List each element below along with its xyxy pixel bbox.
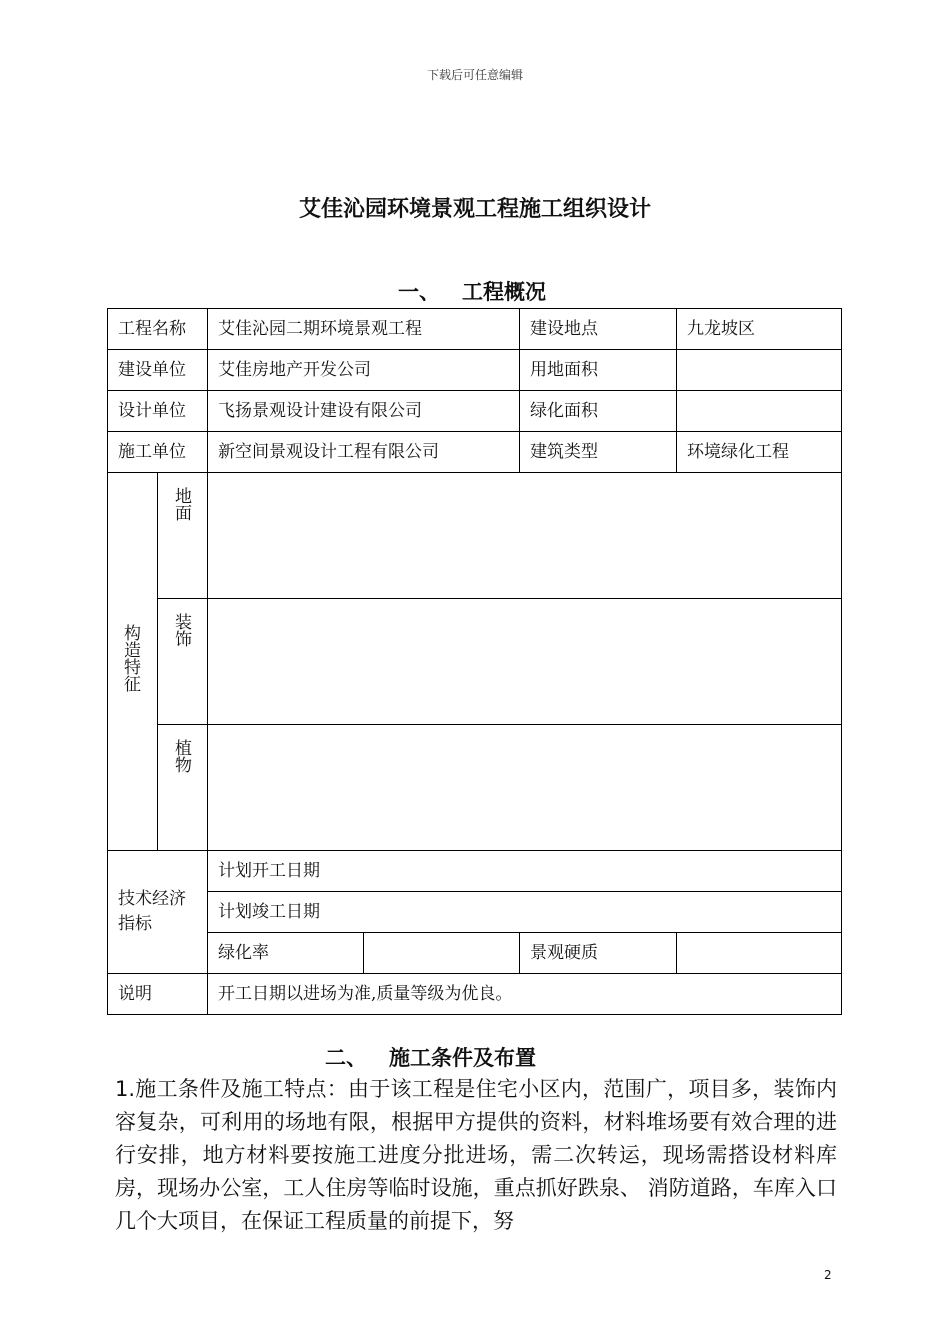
constructor-label: 施工单位 — [108, 432, 208, 473]
hardscape-value — [677, 933, 842, 974]
tech-label: 技术经济指标 — [118, 889, 186, 934]
plants-label-cell — [158, 725, 208, 851]
constructor-value: 新空间景观设计工程有限公司 — [208, 432, 520, 473]
section-1-number: 一、 — [398, 280, 440, 304]
ground-label-cell — [158, 473, 208, 599]
header-note: 下载后可任意编辑 — [426, 68, 523, 82]
table-row — [108, 350, 842, 391]
project-name-label: 工程名称 — [108, 309, 208, 350]
plants-content — [208, 725, 842, 851]
green-area-label: 绿化面积 — [520, 391, 677, 432]
builder-value: 艾佳房地产开发公司 — [208, 350, 520, 391]
building-type-label: 建筑类型 — [520, 432, 677, 473]
decoration-content — [208, 599, 842, 725]
construction-conditions-paragraph: 1.施工条件及施工特点：由于该工程是住宅小区内，范围广，项目多，装饰内容复杂，可利用的场地有限，根据甲方提供的资料，材料堆场要有效合理的进行安排，地方材料要按施工进度分批进场，需二次转运，现场需搭设材料库房，现场办公室，工人住房等临时设施，重点抓好跌泉、 消防道路，车库入口几个大项目，在保证工程质量的前提下，努 — [115, 1077, 837, 1233]
table-row — [108, 599, 842, 725]
hardscape-label: 景观硬质 — [520, 933, 677, 974]
project-overview-table — [107, 308, 842, 1015]
structure-plants-label: 植物 — [171, 739, 191, 773]
site-label: 建设地点 — [520, 309, 677, 350]
green-rate-value — [364, 933, 520, 974]
designer-label: 设计单位 — [108, 391, 208, 432]
table-row — [108, 309, 842, 350]
planned-finish-label: 计划竣工日期 — [208, 892, 842, 933]
structure-label: 构造特征 — [120, 623, 140, 692]
site-value: 九龙坡区 — [677, 309, 842, 350]
building-type-value: 环境绿化工程 — [677, 432, 842, 473]
structure-ground-label: 地面 — [171, 487, 191, 521]
table-row — [108, 974, 842, 1015]
green-area-value — [677, 391, 842, 432]
ground-content — [208, 473, 842, 599]
page-number: 2 — [824, 1268, 832, 1282]
project-name-value: 艾佳沁园二期环境景观工程 — [208, 309, 520, 350]
table-row — [108, 473, 842, 599]
planned-start-label: 计划开工日期 — [208, 851, 842, 892]
structure-decoration-label: 装饰 — [171, 613, 191, 647]
table-row — [108, 851, 842, 892]
table-row — [108, 892, 842, 933]
notes-label: 说明 — [108, 974, 208, 1015]
section-2-heading — [325, 1042, 536, 1072]
land-area-value — [677, 350, 842, 391]
section-2-number: 二、 — [325, 1046, 367, 1070]
table-row — [108, 933, 842, 974]
document-title: 艾佳沁园环境景观工程施工组织设计 — [298, 197, 651, 222]
section-1-title: 工程概况 — [462, 280, 546, 304]
builder-label: 建设单位 — [108, 350, 208, 391]
section-2-title: 施工条件及布置 — [389, 1046, 536, 1070]
designer-value: 飞扬景观设计建设有限公司 — [208, 391, 520, 432]
table-row — [108, 725, 842, 851]
table-row — [108, 391, 842, 432]
structure-label-cell — [108, 473, 158, 851]
notes-value: 开工日期以进场为准,质量等级为优良。 — [208, 974, 842, 1015]
table-row — [108, 432, 842, 473]
tech-label-cell — [108, 851, 208, 974]
green-rate-label: 绿化率 — [208, 933, 364, 974]
section-1-heading — [398, 276, 546, 306]
land-area-label: 用地面积 — [520, 350, 677, 391]
decoration-label-cell — [158, 599, 208, 725]
